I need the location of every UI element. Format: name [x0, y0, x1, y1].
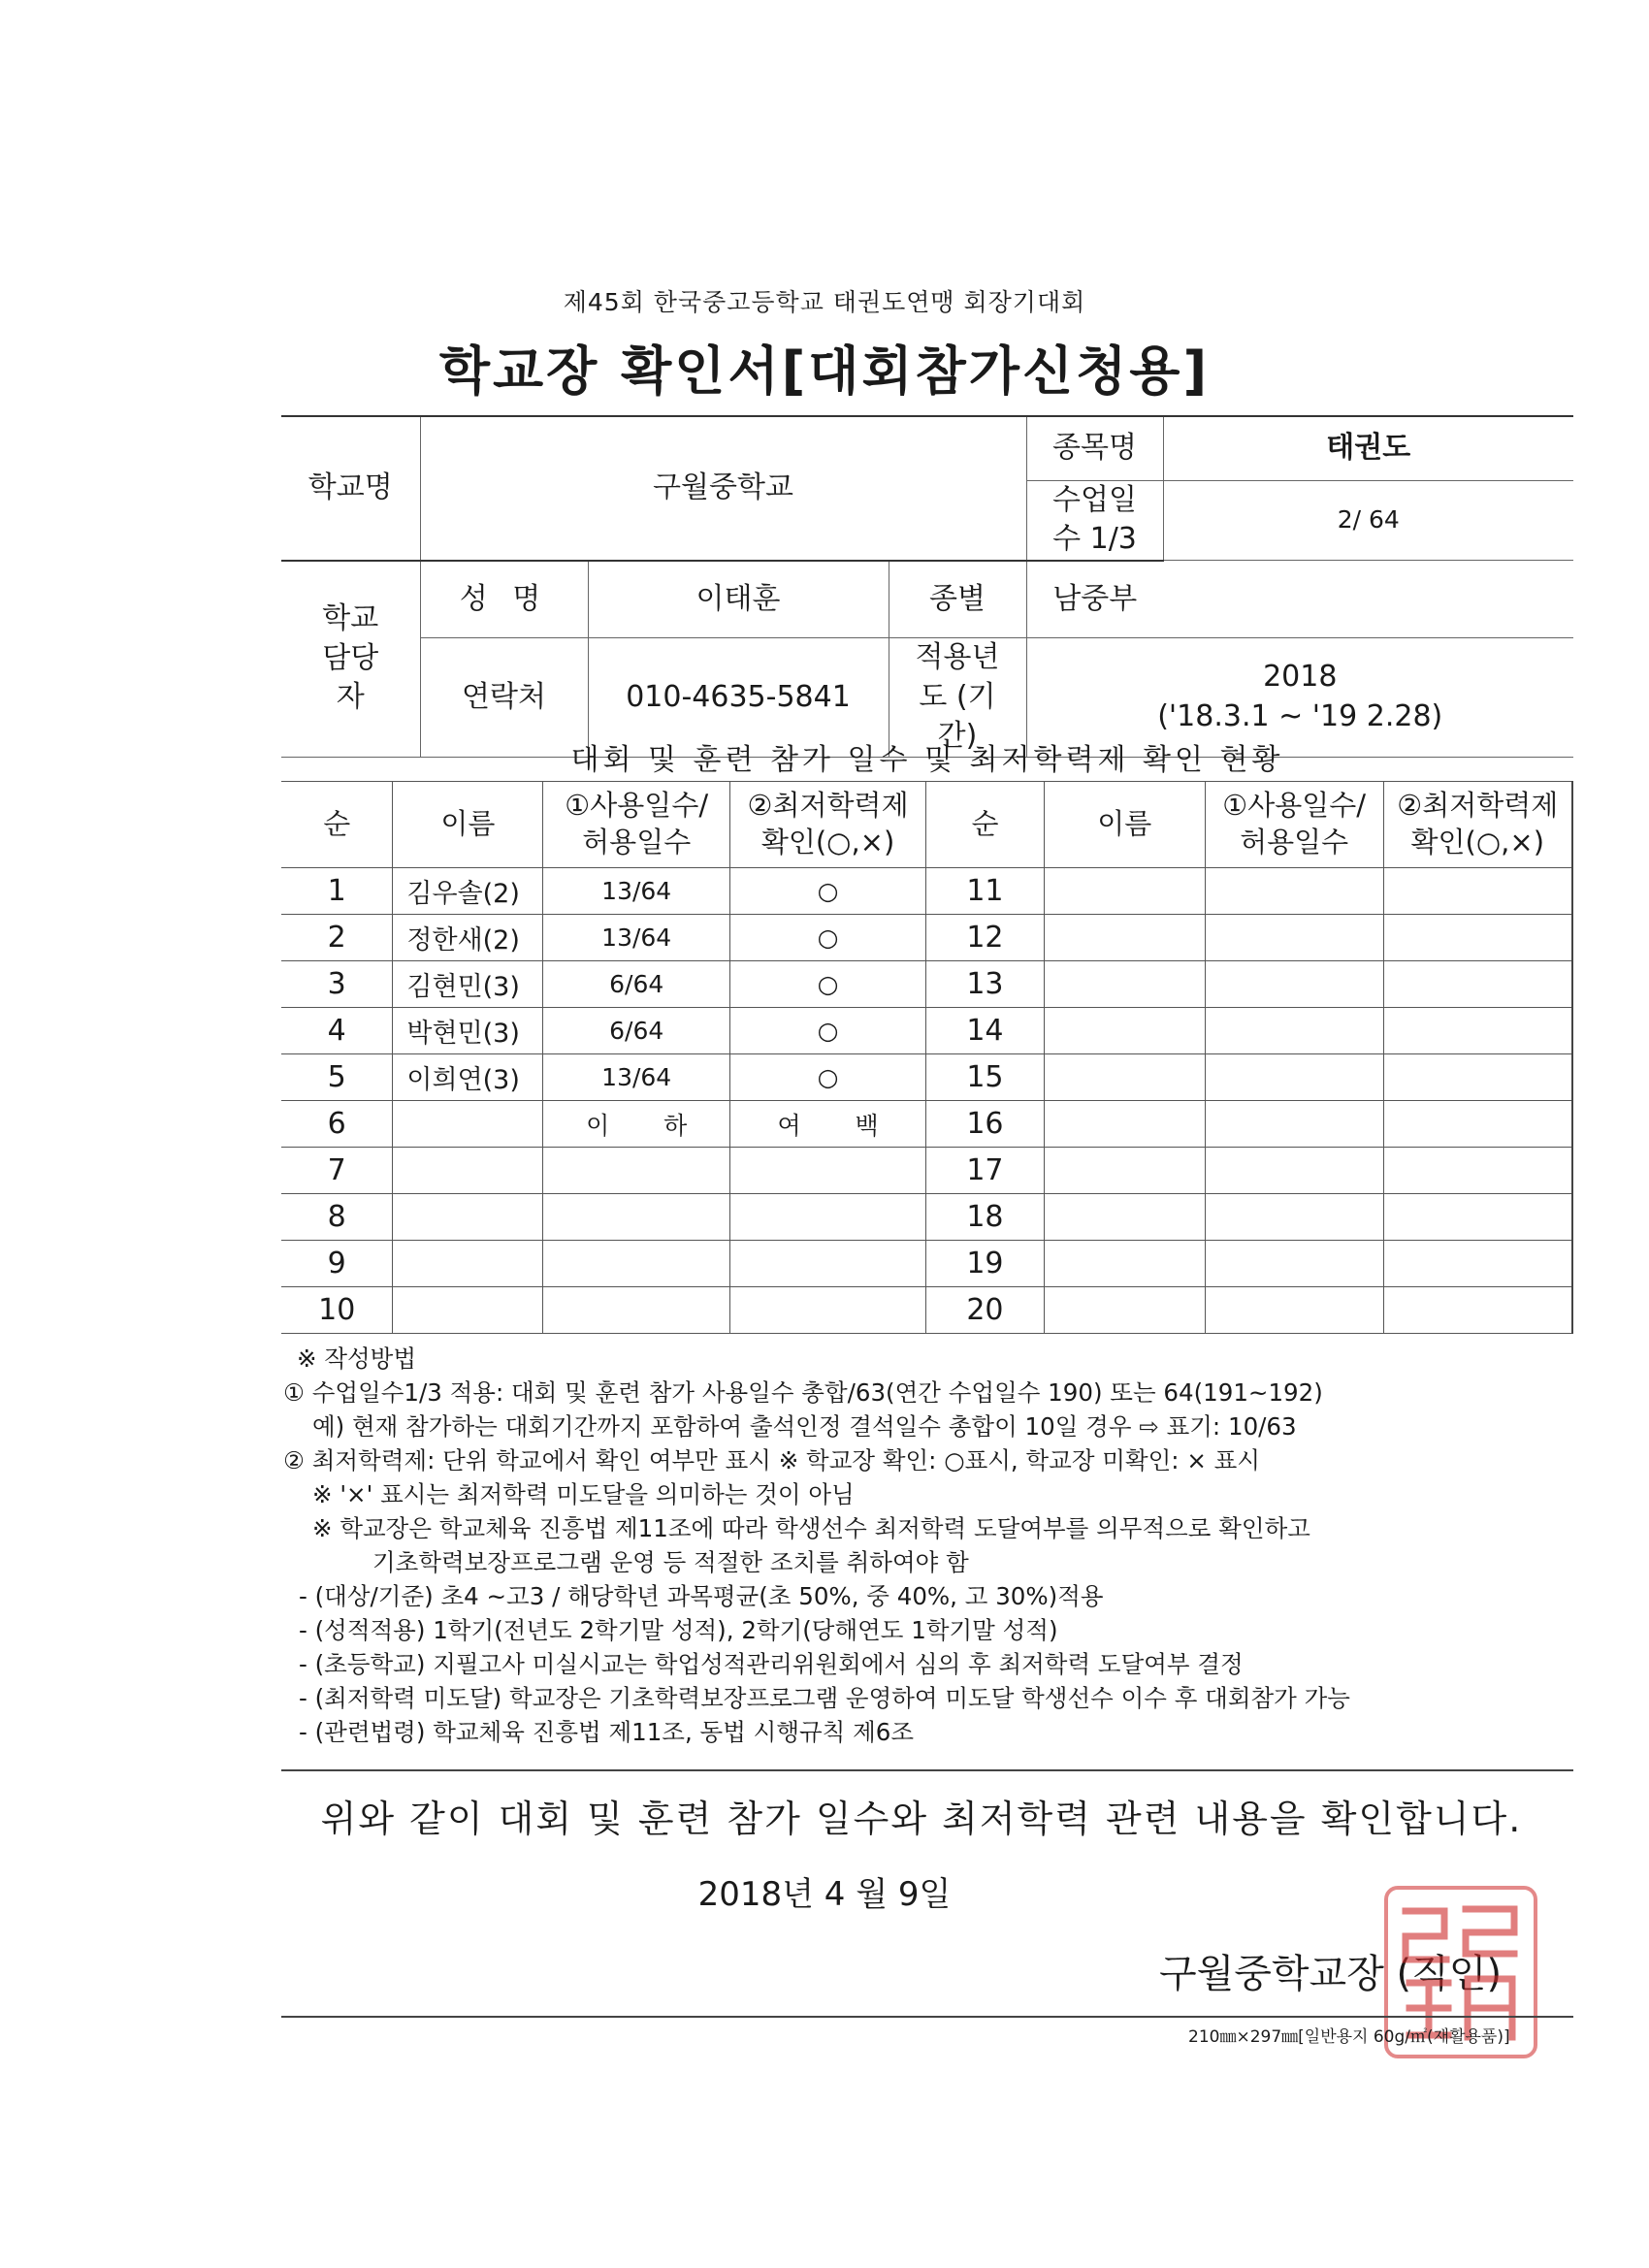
class-days-value: 2/ 64	[1163, 480, 1573, 561]
note-1a: ① 수업일수1/3 적용: 대회 및 훈련 참가 사용일수 총합/63(연간 수업일수 190) 또는 64(191~192)	[283, 1378, 1323, 1407]
participation-table	[281, 781, 1573, 1334]
row-check: ○	[730, 1008, 926, 1054]
document-title: 학교장 확인서[대회참가신청용]	[438, 340, 1211, 402]
row-days: 13/64	[543, 915, 730, 961]
row-check-right	[1383, 868, 1572, 915]
row-days-right	[1205, 1194, 1383, 1241]
row-no-right: 16	[926, 1101, 1045, 1148]
row-check-right	[1383, 1194, 1572, 1241]
division-value-cell: 남중부	[1026, 561, 1163, 638]
detail-4: - (최저학력 미도달) 학교장은 기초학력보장프로그램 운영하여 미도달 학생선수 이수 후 대회참가 가능	[299, 1684, 1350, 1712]
row-check	[730, 1194, 926, 1241]
row-days: 6/64	[543, 1008, 730, 1054]
row-name-right	[1044, 961, 1205, 1008]
row-days-right	[1205, 1101, 1383, 1148]
period-value: ('18.3.1 ~ '19 2.28)	[1157, 698, 1443, 733]
division-label: 종별	[889, 561, 1026, 638]
note-4b: 기초학력보장프로그램 운영 등 적절한 조치를 취하여야 함	[372, 1548, 969, 1576]
row-no: 2	[281, 915, 393, 961]
row-name-right	[1044, 1008, 1205, 1054]
table-row	[281, 1287, 1572, 1334]
row-no: 5	[281, 1054, 393, 1101]
row-check: ○	[730, 961, 926, 1008]
event-label: 종목명	[1026, 416, 1163, 480]
row-days	[543, 1194, 730, 1241]
school-name-value: 구월중학교	[420, 416, 1026, 561]
row-name-right	[1044, 1101, 1205, 1148]
row-check-right	[1383, 1101, 1572, 1148]
row-no: 6	[281, 1101, 393, 1148]
row-no: 7	[281, 1148, 393, 1194]
row-no: 4	[281, 1008, 393, 1054]
row-days-right	[1205, 1008, 1383, 1054]
note-1b: 예) 현재 참가하는 대회기간까지 포함하여 출석인정 결석일수 총합이 10일 경우 ⇨ 표기: 10/63	[312, 1412, 1297, 1441]
detail-5: - (관련법령) 학교체육 진흥법 제11조, 동법 시행규칙 제6조	[299, 1718, 915, 1746]
row-check	[730, 1148, 926, 1194]
row-no-right: 12	[926, 915, 1045, 961]
header-name: 이름	[393, 782, 543, 868]
instructions	[283, 1342, 1583, 1749]
row-no-right: 14	[926, 1008, 1045, 1054]
row-name	[393, 1148, 543, 1194]
row-name-right	[1044, 868, 1205, 915]
row-no-right: 18	[926, 1194, 1045, 1241]
manager-name-label: 성 명	[420, 561, 588, 638]
table-row	[281, 1241, 1572, 1287]
table-row	[281, 1148, 1572, 1194]
row-name: 김우솔(2)	[393, 868, 543, 915]
row-days: 6/64	[543, 961, 730, 1008]
contact-label: 연락처	[420, 638, 588, 758]
row-check: ○	[730, 915, 926, 961]
notes-heading: ※ 작성방법	[297, 1345, 416, 1373]
row-check: ○	[730, 868, 926, 915]
table-row	[281, 961, 1572, 1008]
row-name: 박현민(3)	[393, 1008, 543, 1054]
contact-value: 010-4635-5841	[588, 638, 889, 758]
note-4a: ※ 학교장은 학교체육 진흥법 제11조에 따라 학생선수 최저학력 도달여부를 의무적으로 확인하고	[312, 1514, 1310, 1542]
row-name-right	[1044, 1287, 1205, 1334]
row-name: 김현민(3)	[393, 961, 543, 1008]
row-check	[730, 1241, 926, 1287]
row-name-right	[1044, 915, 1205, 961]
row-days	[543, 1148, 730, 1194]
row-check-right	[1383, 1148, 1572, 1194]
table-row	[281, 1101, 1572, 1148]
row-name: 이희연(3)	[393, 1054, 543, 1101]
row-no-right: 13	[926, 961, 1045, 1008]
note-2: ② 최저학력제: 단위 학교에서 확인 여부만 표시 ※ 학교장 확인: ○표시, 학교장 미확인: × 표시	[283, 1446, 1260, 1474]
row-name	[393, 1241, 543, 1287]
row-name	[393, 1101, 543, 1148]
row-check	[730, 1287, 926, 1334]
row-days	[543, 1241, 730, 1287]
row-days: 13/64	[543, 1054, 730, 1101]
row-no: 1	[281, 868, 393, 915]
row-days-right	[1205, 961, 1383, 1008]
row-no: 3	[281, 961, 393, 1008]
detail-2: - (성적적용) 1학기(전년도 2학기말 성적), 2학기(당해연도 1학기말 성적)	[299, 1616, 1058, 1644]
row-name-right	[1044, 1054, 1205, 1101]
section-title: 대회 및 훈련 참가 일수 및 최저학력제 확인 현황	[570, 743, 1284, 777]
row-no-right: 15	[926, 1054, 1045, 1101]
confirmation-statement: 위와 같이 대회 및 훈련 참가 일수와 최저학력 관련 내용을 확인합니다.	[320, 1798, 1523, 1840]
detail-3: - (초등학교) 지필고사 미실시교는 학업성적관리위원회에서 심의 후 최저학력 도달여부 결정	[299, 1650, 1244, 1678]
competition-subtitle: 제45회 한국중고등학교 태권도연맹 회장기대회	[563, 288, 1086, 316]
row-check-right	[1383, 961, 1572, 1008]
header-name-right: 이름	[1044, 782, 1205, 868]
row-check-right	[1383, 915, 1572, 961]
header-check-right: ②최저학력제 확인(○,×)	[1383, 782, 1572, 868]
row-name	[393, 1287, 543, 1334]
row-days-right	[1205, 915, 1383, 961]
row-no-right: 17	[926, 1148, 1045, 1194]
row-days-right	[1205, 1241, 1383, 1287]
header-no-right: 순	[926, 782, 1045, 868]
event-value: 태권도	[1163, 416, 1573, 480]
info-table	[281, 415, 1573, 758]
row-check: 여 백	[730, 1101, 926, 1148]
row-no-right: 11	[926, 868, 1045, 915]
header-no: 순	[281, 782, 393, 868]
year-value: 2018	[1263, 660, 1338, 695]
table-row	[281, 868, 1572, 915]
row-days-right	[1205, 1287, 1383, 1334]
row-no: 8	[281, 1194, 393, 1241]
table-header-row	[281, 782, 1572, 868]
footer-rule	[281, 2016, 1573, 2018]
row-check-right	[1383, 1241, 1572, 1287]
table-row	[281, 1054, 1572, 1101]
row-no-right: 20	[926, 1287, 1045, 1334]
paper-spec: 210㎜×297㎜[일반용지 60g/㎡(재활용품)]	[1188, 2027, 1510, 2047]
row-no: 9	[281, 1241, 393, 1287]
row-check-right	[1383, 1287, 1572, 1334]
row-name	[393, 1194, 543, 1241]
row-days: 이 하	[543, 1101, 730, 1148]
row-name-right	[1044, 1194, 1205, 1241]
detail-1: - (대상/기준) 초4 ~고3 / 해당학년 과목평균(초 50%, 중 40%, 고 30%)적용	[299, 1582, 1104, 1610]
row-name: 정한새(2)	[393, 915, 543, 961]
header-days: ①사용일수/ 허용일수	[543, 782, 730, 868]
row-days-right	[1205, 868, 1383, 915]
row-days	[543, 1287, 730, 1334]
row-days-right	[1205, 1148, 1383, 1194]
row-days: 13/64	[543, 868, 730, 915]
school-manager-label: 학교 담당자	[281, 561, 420, 758]
row-days-right	[1205, 1054, 1383, 1101]
table-row	[281, 915, 1572, 961]
manager-name-value: 이태훈	[588, 561, 889, 638]
row-check-right	[1383, 1008, 1572, 1054]
table-row	[281, 1008, 1572, 1054]
header-check: ②최저학력제 확인(○,×)	[730, 782, 926, 868]
row-name-right	[1044, 1241, 1205, 1287]
note-3: ※ '×' 표시는 최저학력 미도달을 의미하는 것이 아님	[312, 1480, 855, 1508]
school-name-label: 학교명	[281, 416, 420, 561]
principal-signature: 구월중학교장 (직인)	[1159, 1952, 1503, 1996]
class-days-label: 수업일수 1/3	[1026, 480, 1163, 561]
table-row	[281, 1194, 1572, 1241]
row-check-right	[1383, 1054, 1572, 1101]
row-no: 10	[281, 1287, 393, 1334]
row-name-right	[1044, 1148, 1205, 1194]
divider	[281, 1769, 1573, 1771]
row-check: ○	[730, 1054, 926, 1101]
issue-date: 2018년 4 월 9일	[697, 1875, 952, 1914]
row-no-right: 19	[926, 1241, 1045, 1287]
year-label: 적용년도 (기간)	[889, 638, 1026, 758]
header-days-right: ①사용일수/ 허용일수	[1205, 782, 1383, 868]
